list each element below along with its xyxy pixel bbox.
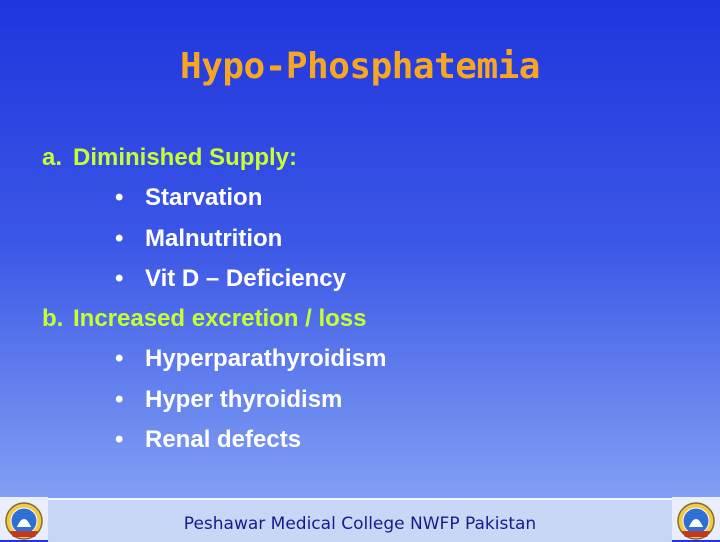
college-crest-icon bbox=[0, 497, 48, 540]
section-heading-text: Diminished Supply: bbox=[73, 144, 298, 171]
list-item bbox=[42, 259, 386, 299]
list-item bbox=[42, 380, 386, 420]
section-heading bbox=[42, 138, 386, 178]
bullet-icon: • bbox=[115, 184, 124, 212]
bullet-icon: • bbox=[115, 345, 124, 373]
slide-title: Hypo-Phosphatemia bbox=[180, 46, 540, 87]
bullet-icon: • bbox=[115, 264, 124, 292]
bullet-icon: • bbox=[115, 385, 124, 413]
college-crest-icon bbox=[672, 497, 720, 540]
list-item-text: Starvation bbox=[145, 184, 263, 212]
list-item bbox=[42, 420, 386, 460]
list-item bbox=[42, 339, 386, 379]
footer-text: Peshawar Medical College NWFP Pakistan bbox=[183, 514, 537, 534]
list-item-text: Vit D – Deficiency bbox=[145, 264, 346, 292]
list-item bbox=[42, 178, 386, 218]
slide-content bbox=[42, 138, 386, 460]
bullet-icon: • bbox=[115, 426, 124, 454]
section-heading-text: Increased excretion / loss bbox=[73, 305, 367, 333]
list-item-text: Hyperparathyroidism bbox=[145, 345, 387, 373]
section-marker: b. bbox=[42, 305, 64, 333]
list-item bbox=[42, 219, 386, 259]
section-heading bbox=[42, 299, 386, 339]
bullet-icon: • bbox=[115, 224, 124, 252]
list-item-text: Malnutrition bbox=[145, 224, 283, 252]
list-item-text: Renal defects bbox=[145, 426, 302, 454]
section-marker: a. bbox=[42, 144, 63, 171]
list-item-text: Hyper thyroidism bbox=[145, 385, 343, 413]
